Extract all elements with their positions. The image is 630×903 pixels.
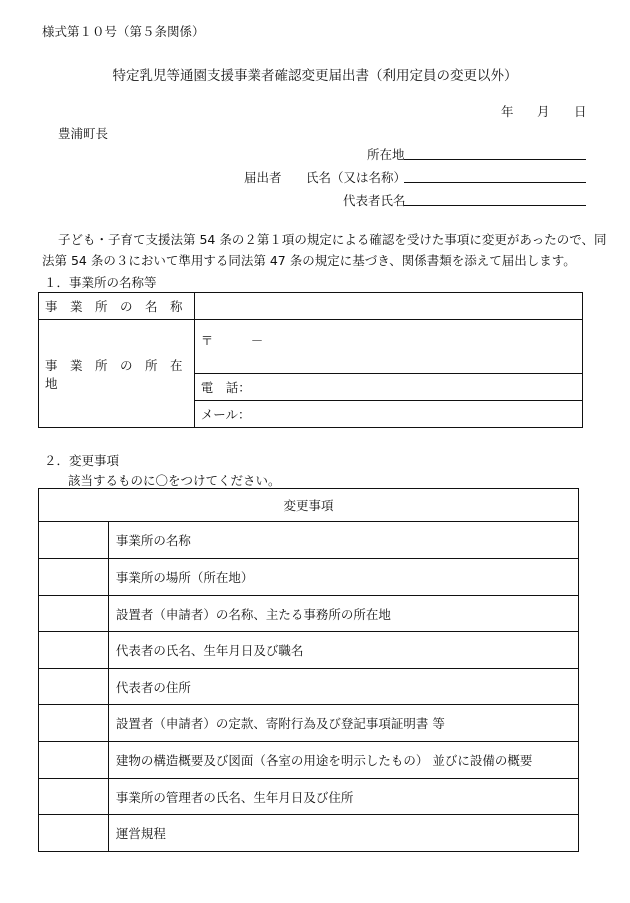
section2-instruction: 該当するものに〇をつけてください。 — [68, 473, 281, 488]
change-item-label: 事業所の名称 — [108, 522, 578, 559]
date-year-label: 年 — [501, 104, 514, 119]
phone-field[interactable]: 電 話： — [194, 374, 582, 401]
table-row — [39, 815, 579, 852]
date-day-label: 日 — [574, 104, 587, 119]
table-row — [39, 522, 579, 559]
change-item-label: 設置者（申請者）の定款、寄附行為及び登記事項証明書 等 — [108, 705, 578, 742]
form-number: 様式第１０号（第５条関係） — [42, 24, 205, 39]
table-row — [39, 669, 579, 705]
mark-cell[interactable] — [39, 742, 109, 779]
facility-table — [38, 292, 583, 428]
section1-heading: １．事業所の名称等 — [44, 275, 157, 290]
representative-field[interactable] — [404, 205, 586, 206]
location-label: 所在地 — [367, 147, 405, 162]
change-item-label: 設置者（申請者）の名称、主たる事務所の所在地 — [108, 596, 578, 632]
mark-cell[interactable] — [39, 522, 109, 559]
body-text-line1: 子ども・子育て支援法第 54 条の２第１項の規定による確認を受けた事項に変更があったので、同 — [58, 232, 607, 247]
form-title: 特定乳児等通園支援事業者確認変更届出書（利用定員の変更以外） — [112, 68, 518, 84]
facility-address-label: 事 業 所 の 所 在 地 — [39, 320, 195, 428]
table-row — [39, 779, 579, 815]
change-item-label: 運営規程 — [108, 815, 578, 852]
applicant-label: 届出者 — [244, 170, 282, 185]
change-item-label: 事業所の場所（所在地） — [108, 559, 578, 596]
mark-cell[interactable] — [39, 632, 109, 669]
mark-cell[interactable] — [39, 705, 109, 742]
facility-name-label: 事 業 所 の 名 称 — [39, 293, 195, 320]
addressee: 豊浦町長 — [58, 126, 109, 141]
date-month-label: 月 — [537, 104, 550, 119]
location-field[interactable] — [404, 159, 586, 160]
change-item-label: 事業所の管理者の氏名、生年月日及び住所 — [108, 779, 578, 815]
email-field[interactable]: メール： — [194, 401, 582, 428]
changes-table-header: 変更事項 — [39, 489, 579, 522]
table-row — [39, 705, 579, 742]
table-row — [39, 559, 579, 596]
table-row — [39, 632, 579, 669]
postal-field[interactable]: 〒 － — [194, 320, 582, 374]
table-row — [39, 742, 579, 779]
body-text-line2: 法第 54 条の３において準用する同法第 47 条の規定に基づき、関係書類を添えて届出します。 — [42, 253, 576, 268]
mark-cell[interactable] — [39, 596, 109, 632]
section2-heading: ２．変更事項 — [44, 453, 120, 468]
mark-cell[interactable] — [39, 669, 109, 705]
name-field[interactable] — [404, 182, 586, 183]
facility-name-field[interactable] — [194, 293, 582, 320]
representative-label: 代表者氏名 — [343, 193, 406, 208]
changes-table — [38, 488, 579, 852]
change-item-label: 代表者の住所 — [108, 669, 578, 705]
change-item-label: 代表者の氏名、生年月日及び職名 — [108, 632, 578, 669]
mark-cell[interactable] — [39, 559, 109, 596]
name-label: 氏名（又は名称） — [306, 170, 407, 185]
table-row — [39, 596, 579, 632]
change-item-label: 建物の構造概要及び図面（各室の用途を明示したもの） 並びに設備の概要 — [108, 742, 578, 779]
mark-cell[interactable] — [39, 815, 109, 852]
mark-cell[interactable] — [39, 779, 109, 815]
